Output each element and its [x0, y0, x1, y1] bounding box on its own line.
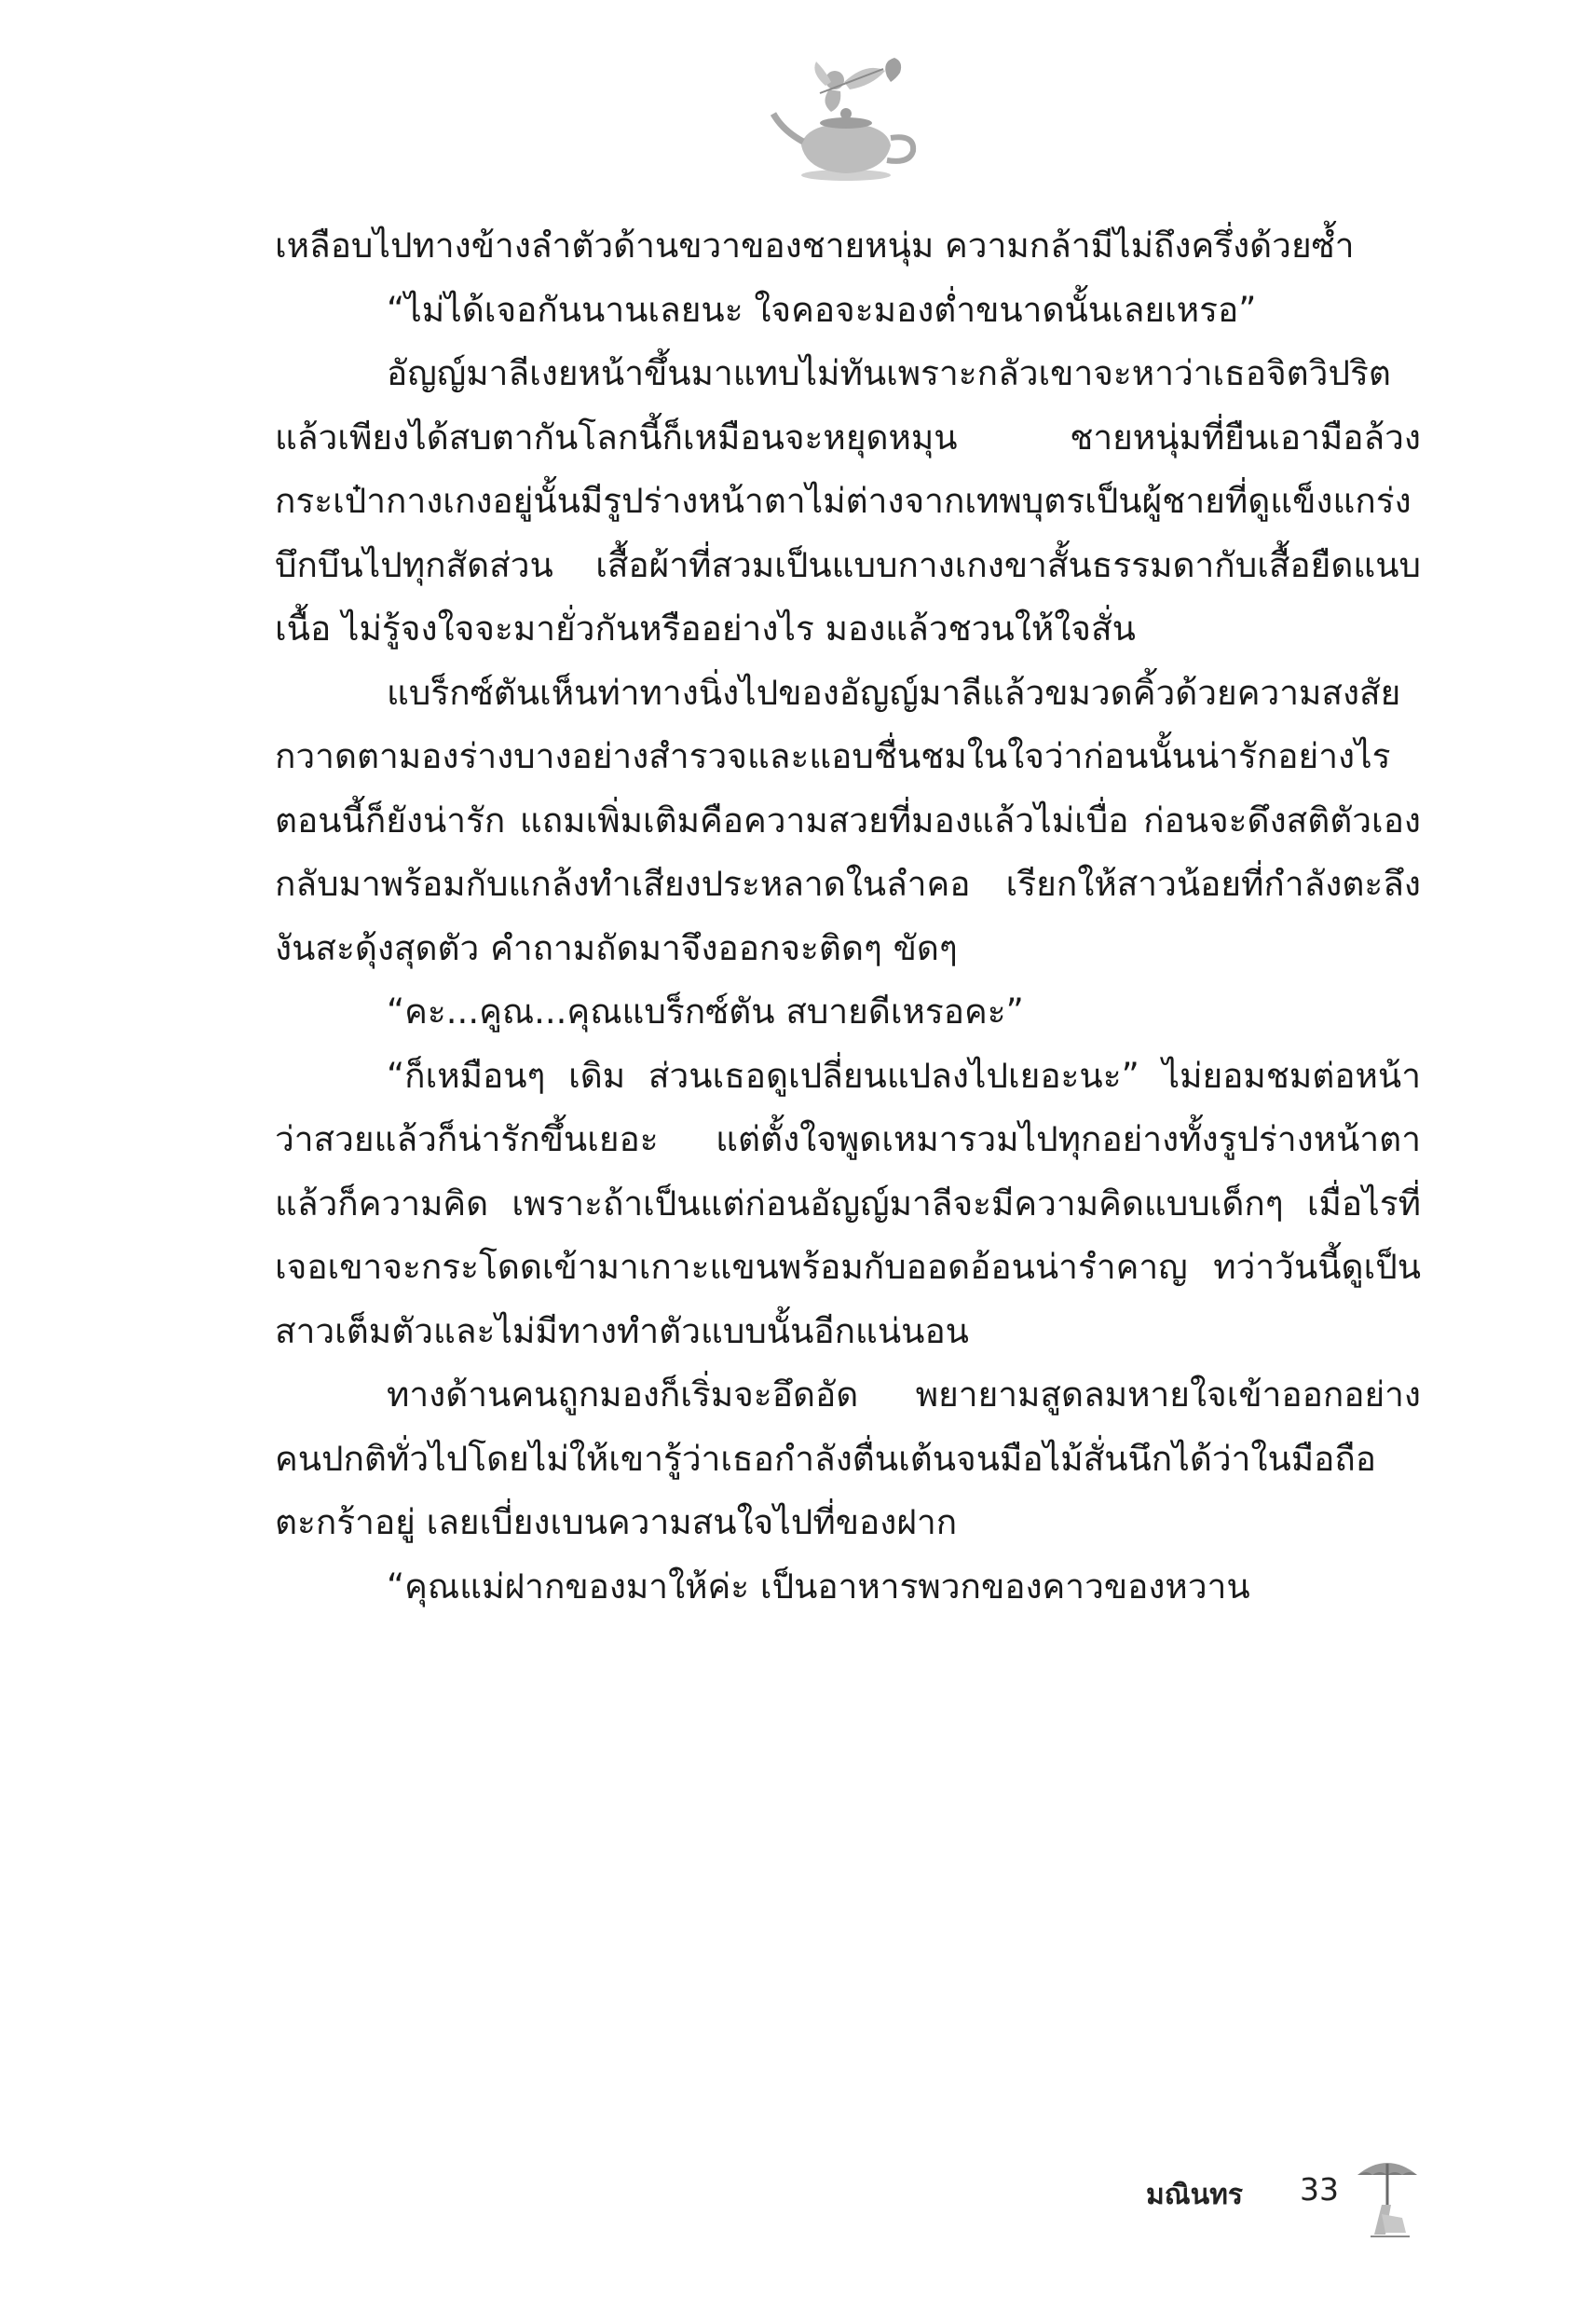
angel-teapot-ornament-icon: [764, 45, 932, 185]
body-text: [275, 214, 1421, 1619]
beach-umbrella-chair-icon: [1354, 2153, 1421, 2241]
page-footer: [1109, 2153, 1425, 2255]
author-name: มณินทร: [1146, 2179, 1244, 2211]
paragraph: แบร็กซ์ตันเห็นท่าทางนิ่งไปของอัญญ์มาลีแล้วขมวดคิ้วด้วยความสงสัย กวาดตามองร่างบางอย่างสำรวจและแอบชื่นชมในใจว่าก่อนนั้นน่ารักอย่างไรตอนนี้ก็ยังน่ารัก แถมเพิ่มเติมคือความสวยที่มองแล้วไม่เบื่อ ก่อนจะดึงสติตัวเองกลับมาพร้อมกับแกล้งทำเสียงประหลาดในลำคอ เรียกให้สาวน้อยที่กำลังตะลึงงันสะดุ้งสุดตัว คำถามถัดมาจึงออกจะติดๆ ขัดๆ: [275, 672, 1421, 968]
paragraph: “คุณแม่ฝากของมาให้ค่ะ เป็นอาหารพวกของคาวของหวาน: [387, 1566, 1250, 1607]
paragraph: เหลือบไปทางข้างลำตัวด้านขวาของชายหนุ่ม ความกล้ามีไม่ถึงครึ่งด้วยซ้ำ: [275, 226, 1355, 266]
paragraph: “คะ...คูณ...คุณแบร็กซ์ตัน สบายดีเหรอคะ”: [387, 991, 1024, 1032]
paragraph: อัญญ์มาลีเงยหน้าขึ้นมาแทบไม่ทันเพราะกลัวเขาจะหาว่าเธอจิตวิปริต แล้วเพียงได้สบตากันโลกนี้ก็เหมือนจะหยุดหมุน ชายหนุ่มที่ยืนเอามือล้วงกระเป๋ากางเกงอยู่นั้นมีรูปร่างหน้าตาไม่ต่างจากเทพบุตรเป็นผู้ชายที่ดูแข็งแกร่งบึกบึนไปทุกสัดส่วน เสื้อผ้าที่สวมเป็นแบบกางเกงขาสั้นธรรมดากับเสื้อยืดแนบเนื้อ ไม่รู้จงใจจะมายั่วกันหรืออย่างไร มองแล้วชวนให้ใจสั่น: [275, 353, 1421, 649]
paragraph: “ไม่ได้เจอกันนานเลยนะ ใจคอจะมองต่ำขนาดนั้นเลยเหรอ”: [387, 289, 1257, 330]
page-number: 33: [1300, 2171, 1339, 2208]
paragraph: ทางด้านคนถูกมองก็เริ่มจะอึดอัด พยายามสูดลมหายใจเข้าออกอย่างคนปกติทั่วไปโดยไม่ให้เขารู้ว่าเธอกำลังตื่นเต้นจนมือไม้สั่นนึกได้ว่าในมือถือตะกร้าอยู่ เลยเบี่ยงเบนความสนใจไปที่ของฝาก: [275, 1374, 1421, 1542]
paragraph: “ก็เหมือนๆ เดิม ส่วนเธอดูเปลี่ยนแปลงไปเยอะนะ” ไม่ยอมชมต่อหน้าว่าสวยแล้วก็น่ารักขึ้นเยอะ แต่ตั้งใจพูดเหมารวมไปทุกอย่างทั้งรูปร่างหน้าตาแล้วก็ความคิด เพราะถ้าเป็นแต่ก่อนอัญญ์มาลีจะมีความคิดแบบเด็กๆ เมื่อไรที่เจอเขาจะกระโดดเข้ามาเกาะแขนพร้อมกับออดอ้อนน่ารำคาญ ทว่าวันนี้ดูเป็นสาวเต็มตัวและไม่มีทางทำตัวแบบนั้นอีกแน่นอน: [275, 1055, 1421, 1351]
